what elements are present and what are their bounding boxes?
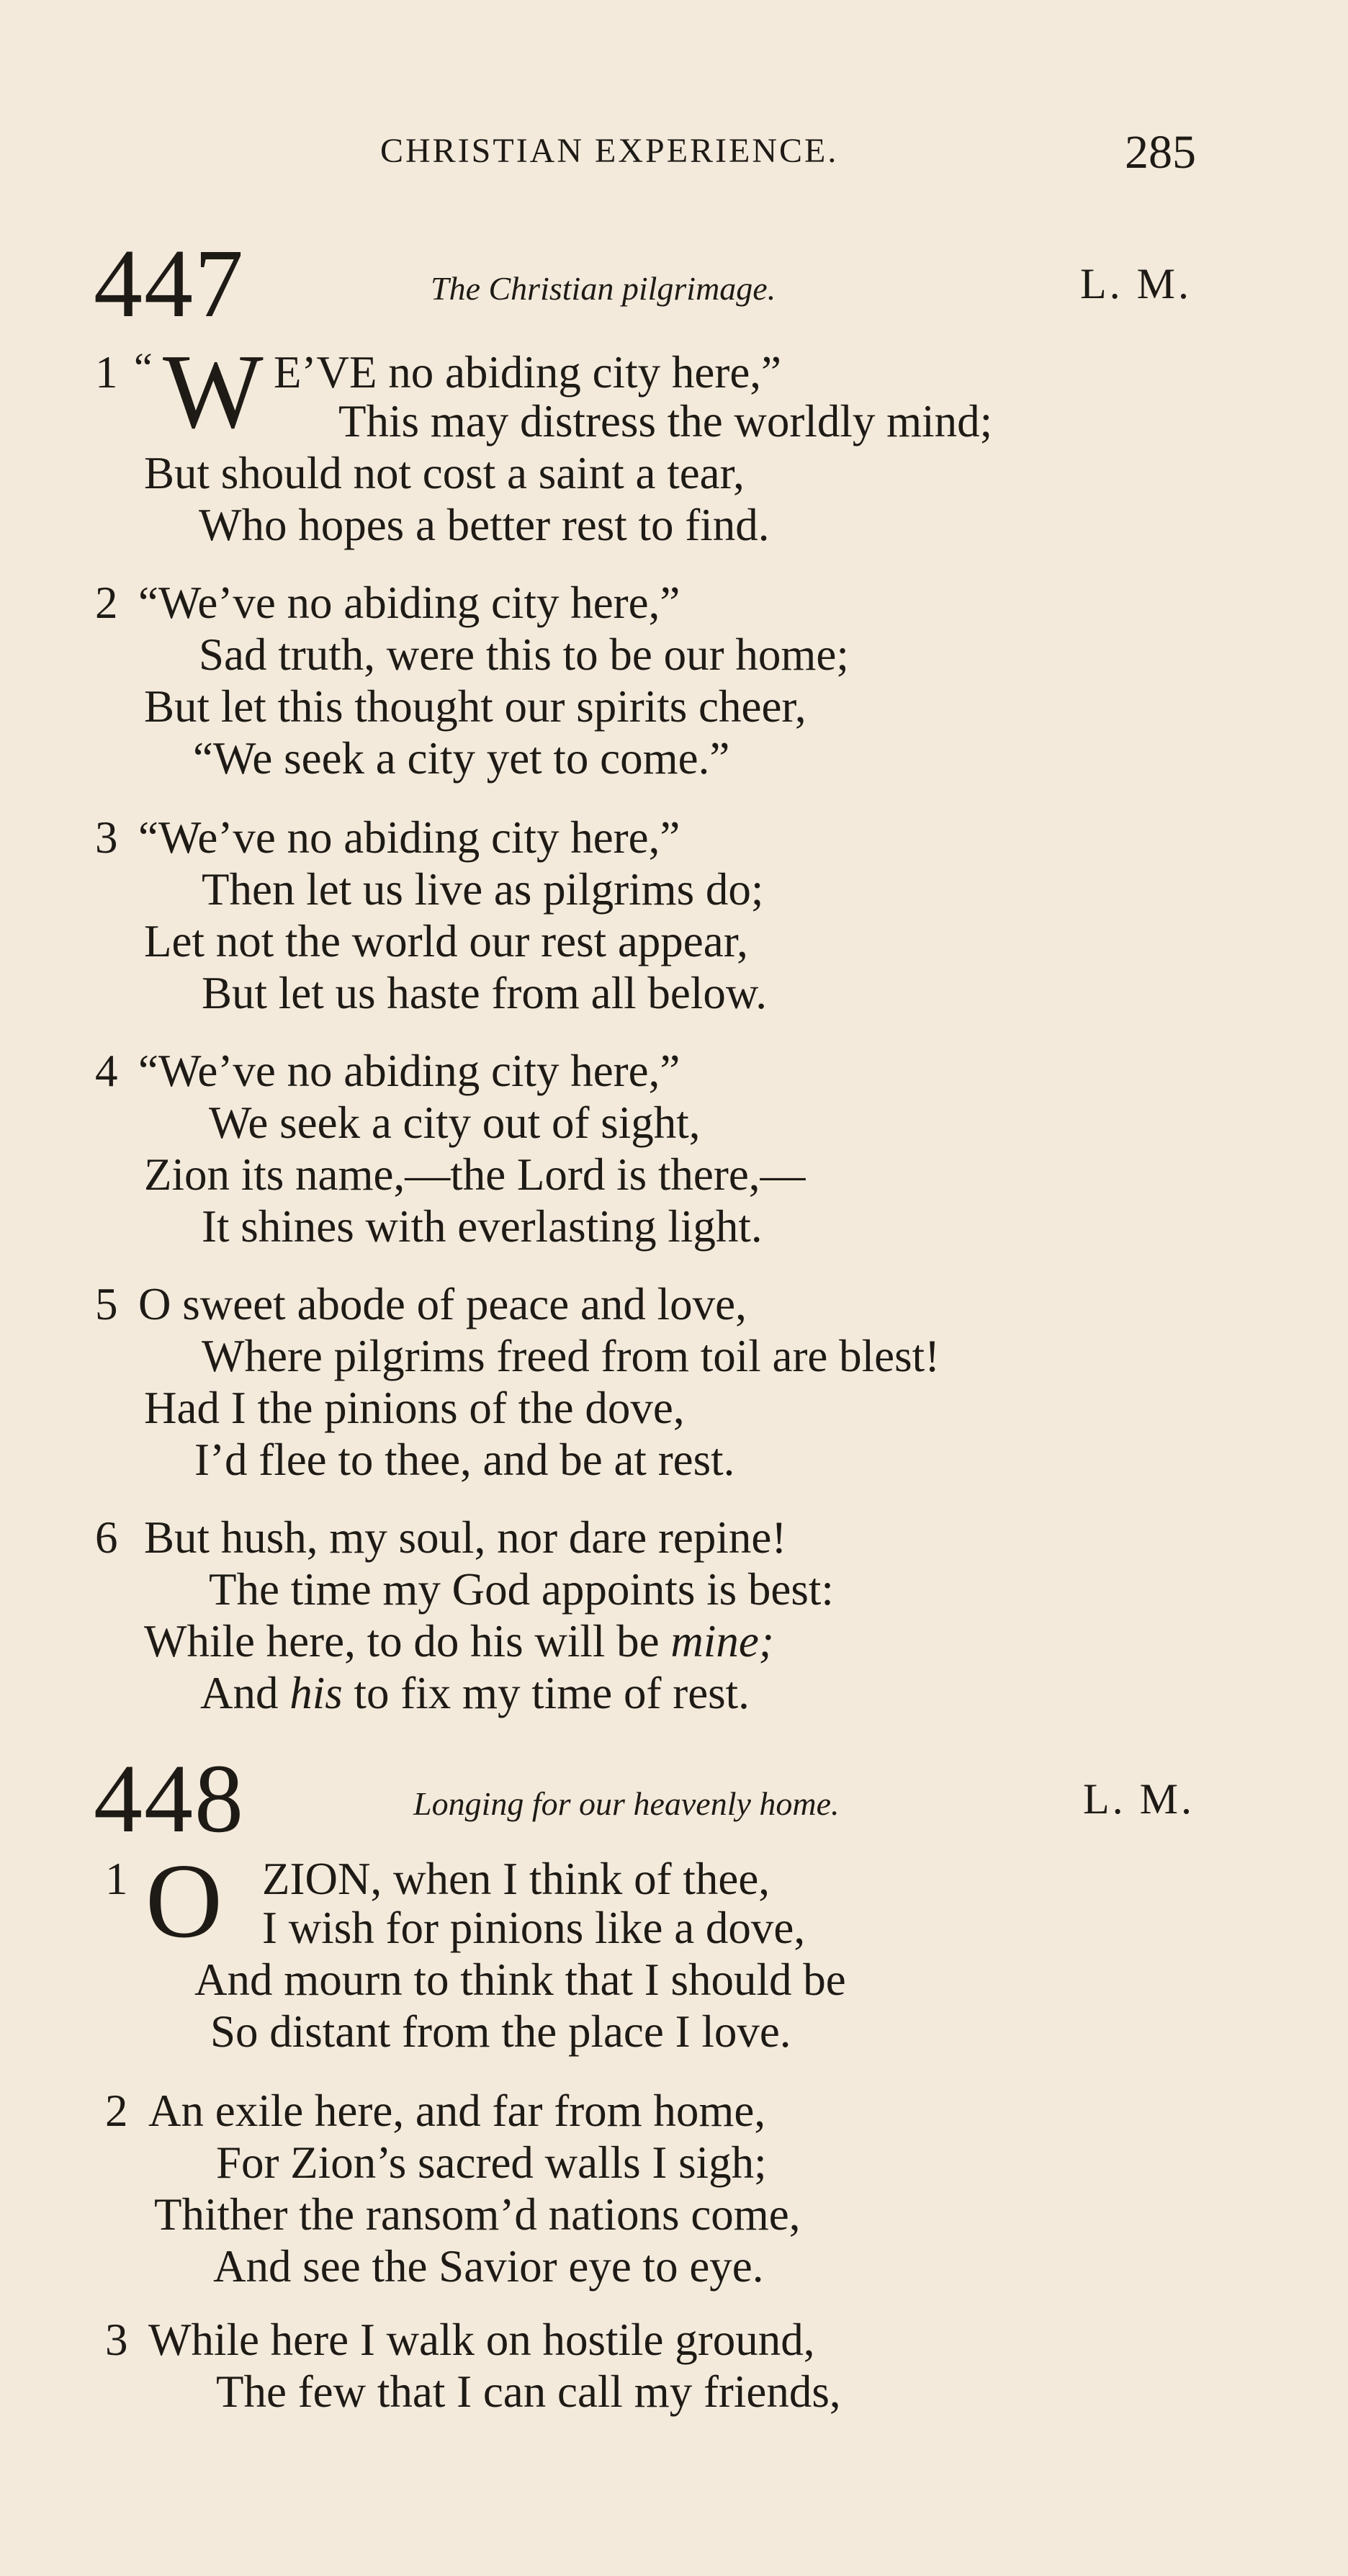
verse-line: But hush, my soul, nor dare repine! [144,1512,787,1563]
verse-line: Thither the ransom’d nations come, [154,2189,801,2240]
verse-number: 1 [95,347,118,398]
verse-line: The few that I can call my friends, [216,2366,841,2417]
verse-line: But should not cost a saint a tear, [144,448,745,498]
verse-number: 2 [105,2086,128,2136]
verse-line: ZION, when I think of thee, [262,1854,770,1904]
verse-number: 5 [95,1279,118,1329]
running-head [0,126,1348,181]
verse-line: Who hopes a better rest to find. [199,500,770,550]
hymn-subtitle: The Christian pilgrimage. [431,270,776,307]
verse-line: But let this thought our spirits cheer, [144,681,806,732]
italic-word: his [289,1668,343,1718]
hymn-number: 448 [94,1745,245,1853]
verse-line: I wish for pinions like a dove, [262,1903,806,1953]
verse-line: But let us haste from all below. [202,968,768,1018]
hymn-447-header [0,230,1348,338]
verse-line: The time my God appoints is best: [209,1564,834,1615]
verse-number: 4 [95,1046,118,1096]
verse-line-text: to fix my time of rest. [354,1668,750,1718]
drop-cap: O [145,1842,223,1960]
hymn-number: 447 [94,230,245,338]
verse-line: “We’ve no abiding city here,” [138,812,680,863]
verse-line: E’VE no abiding city here,” [274,347,781,398]
verse-line: And mourn to think that I should be [194,1955,846,2005]
verse-line: This may distress the worldly mind; [338,396,993,446]
hymn-subtitle: Longing for our heavenly home. [413,1785,840,1822]
hymn-meter: L. M. [1083,1775,1195,1823]
verse-line: O sweet abode of peace and love, [138,1279,747,1329]
verse-line: For Zion’s sacred walls I sigh; [216,2137,767,2188]
verse-line: While here I walk on hostile ground, [148,2315,815,2365]
verse-line [200,1668,750,1718]
verse-line: Sad truth, were this to be our home; [199,629,849,680]
verse-line: We seek a city out of sight, [209,1098,701,1148]
verse-line: “We seek a city yet to come.” [193,733,730,784]
italic-word: mine; [670,1616,774,1666]
verse-line-text: While here, to do his will be [144,1616,660,1666]
verse-line: Then let us live as pilgrims do; [202,864,764,915]
verse-line [144,1616,774,1666]
verse-number: 6 [95,1512,118,1563]
verse-number: 3 [95,812,118,863]
hymn-meter: L. M. [1080,260,1192,308]
verse-line: Let not the world our rest appear, [144,916,748,966]
verse-line: An exile here, and far from home, [148,2086,766,2136]
verse-line: Had I the pinions of the dove, [144,1383,685,1433]
verse-line: So distant from the place I love. [210,2006,791,2057]
drop-cap: W [163,333,264,451]
verse-line: And see the Savior eye to eye. [213,2241,764,2292]
verse-number: 2 [95,578,118,628]
verse-line: I’d flee to thee, and be at rest. [194,1435,735,1485]
verse-line: It shines with everlasting light. [202,1201,763,1252]
verse-line: Where pilgrims freed from toil are blest! [202,1331,940,1381]
verse-number: 1 [105,1854,128,1904]
open-quote: “ [134,344,153,391]
verse-line: “We’ve no abiding city here,” [138,578,680,628]
verse-line-text: And [200,1668,279,1718]
verse-line: “We’ve no abiding city here,” [138,1046,680,1096]
running-title: CHRISTIAN EXPERIENCE. [380,132,839,170]
page-number: 285 [1125,126,1196,179]
hymn-448-header [0,1745,1348,1853]
verse-number: 3 [105,2315,128,2365]
verse-line: Zion its name,—the Lord is there,— [144,1149,806,1200]
